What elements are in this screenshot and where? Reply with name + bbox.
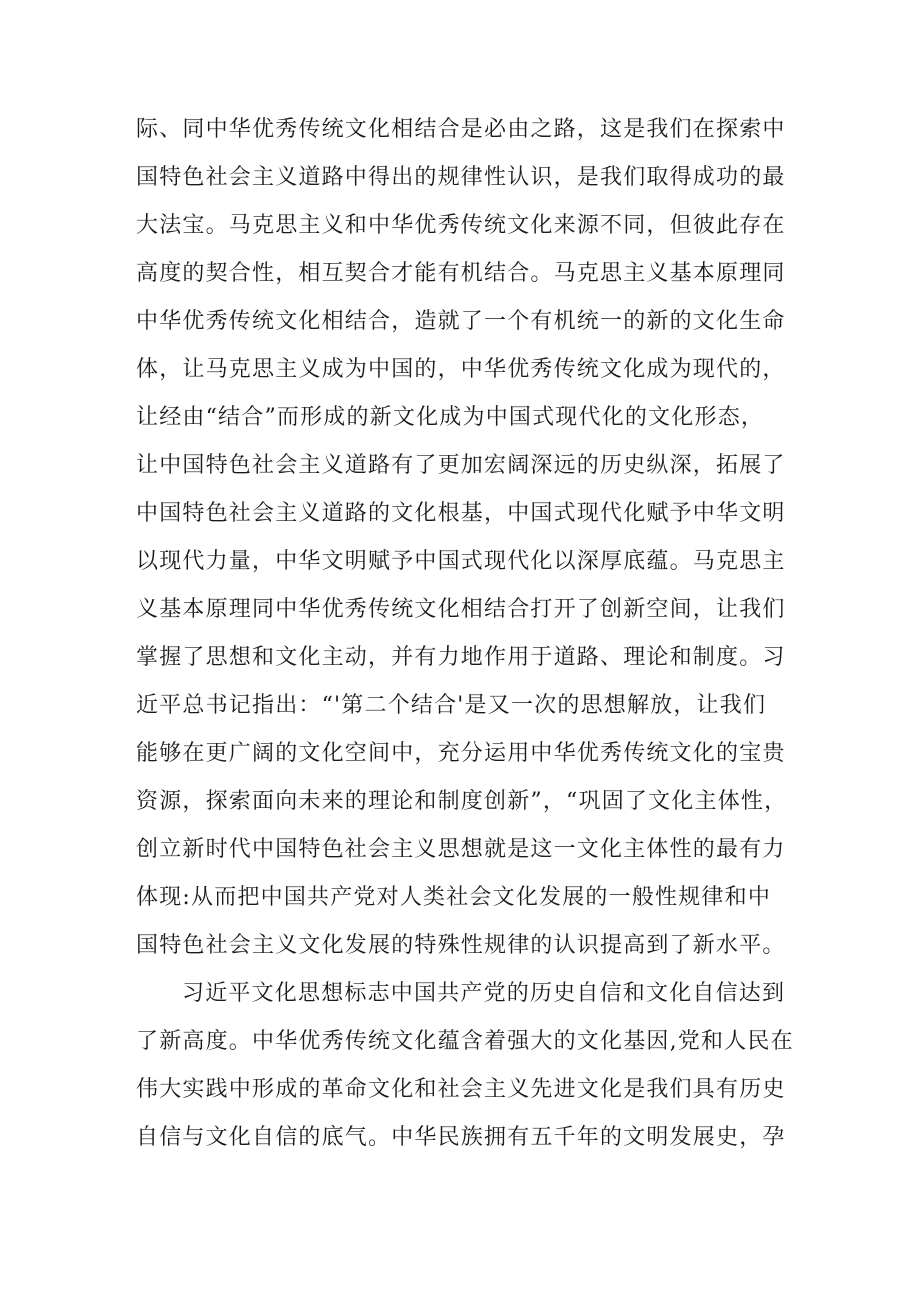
- document-body: [136, 106, 796, 1162]
- text-line: 际、同中华优秀传统文化相结合是必由之路，这是我们在探索中: [136, 117, 786, 142]
- text-line: 高度的契合性，相互契合才能有机结合。马克思主义基本原理同: [136, 261, 786, 286]
- text-line: 自信与文化自信的底气。中华民族拥有五千年的文明发展史，孕: [136, 1125, 786, 1150]
- text-line: 中国特色社会主义道路的文化根基，中国式现代化赋予中华文明: [136, 501, 786, 526]
- text-line: 伟大实践中形成的革命文化和社会主义先进文化是我们具有历史: [136, 1077, 786, 1102]
- text-line: 近平总书记指出：“'第二个结合'是又一次的思想解放，让我们: [136, 693, 767, 718]
- text-line: 能够在更广阔的文化空间中，充分运用中华优秀传统文化的宝贵: [136, 741, 786, 766]
- text-line: 国特色社会主义道路中得出的规律性认识，是我们取得成功的最: [136, 165, 786, 190]
- text-line: 国特色社会主义文化发展的特殊性规律的认识提高到了新水平。: [136, 933, 786, 958]
- text-line: 创立新时代中国特色社会主义思想就是这一文化主体性的最有力: [136, 837, 786, 862]
- text-line: 义基本原理同中华优秀传统文化相结合打开了创新空间，让我们: [136, 597, 786, 622]
- text-line: 让经由“结合”而形成的新文化成为中国式现代化的文化形态，: [136, 405, 765, 430]
- text-line: 资源，探索面向未来的理论和制度创新”，“巩固了文化主体性，: [136, 789, 788, 814]
- paragraph-1: [136, 106, 796, 970]
- text-line: 以现代力量，中华文明赋予中国式现代化以深厚底蕴。马克思主: [136, 549, 786, 574]
- text-line: 掌握了思想和文化主动，并有力地作用于道路、理论和制度。习: [136, 645, 786, 670]
- paragraph-2: [136, 970, 796, 1162]
- text-line: 中华优秀传统文化相结合，造就了一个有机统一的新的文化生命: [136, 309, 786, 334]
- text-line: 了新高度。中华优秀传统文化蕴含着强大的文化基因,党和人民在: [136, 1029, 794, 1054]
- text-line: 习近平文化思想标志中国共产党的历史自信和文化自信达到: [182, 981, 786, 1006]
- text-line: 大法宝。马克思主义和中华优秀传统文化来源不同，但彼此存在: [136, 213, 786, 238]
- text-line: 体现:从而把中国共产党对人类社会文化发展的一般性规律和中: [136, 885, 772, 910]
- text-line: 体，让马克思主义成为中国的，中华优秀传统文化成为现代的，: [136, 357, 786, 382]
- text-line: 让中国特色社会主义道路有了更加宏阔深远的历史纵深，拓展了: [136, 453, 786, 478]
